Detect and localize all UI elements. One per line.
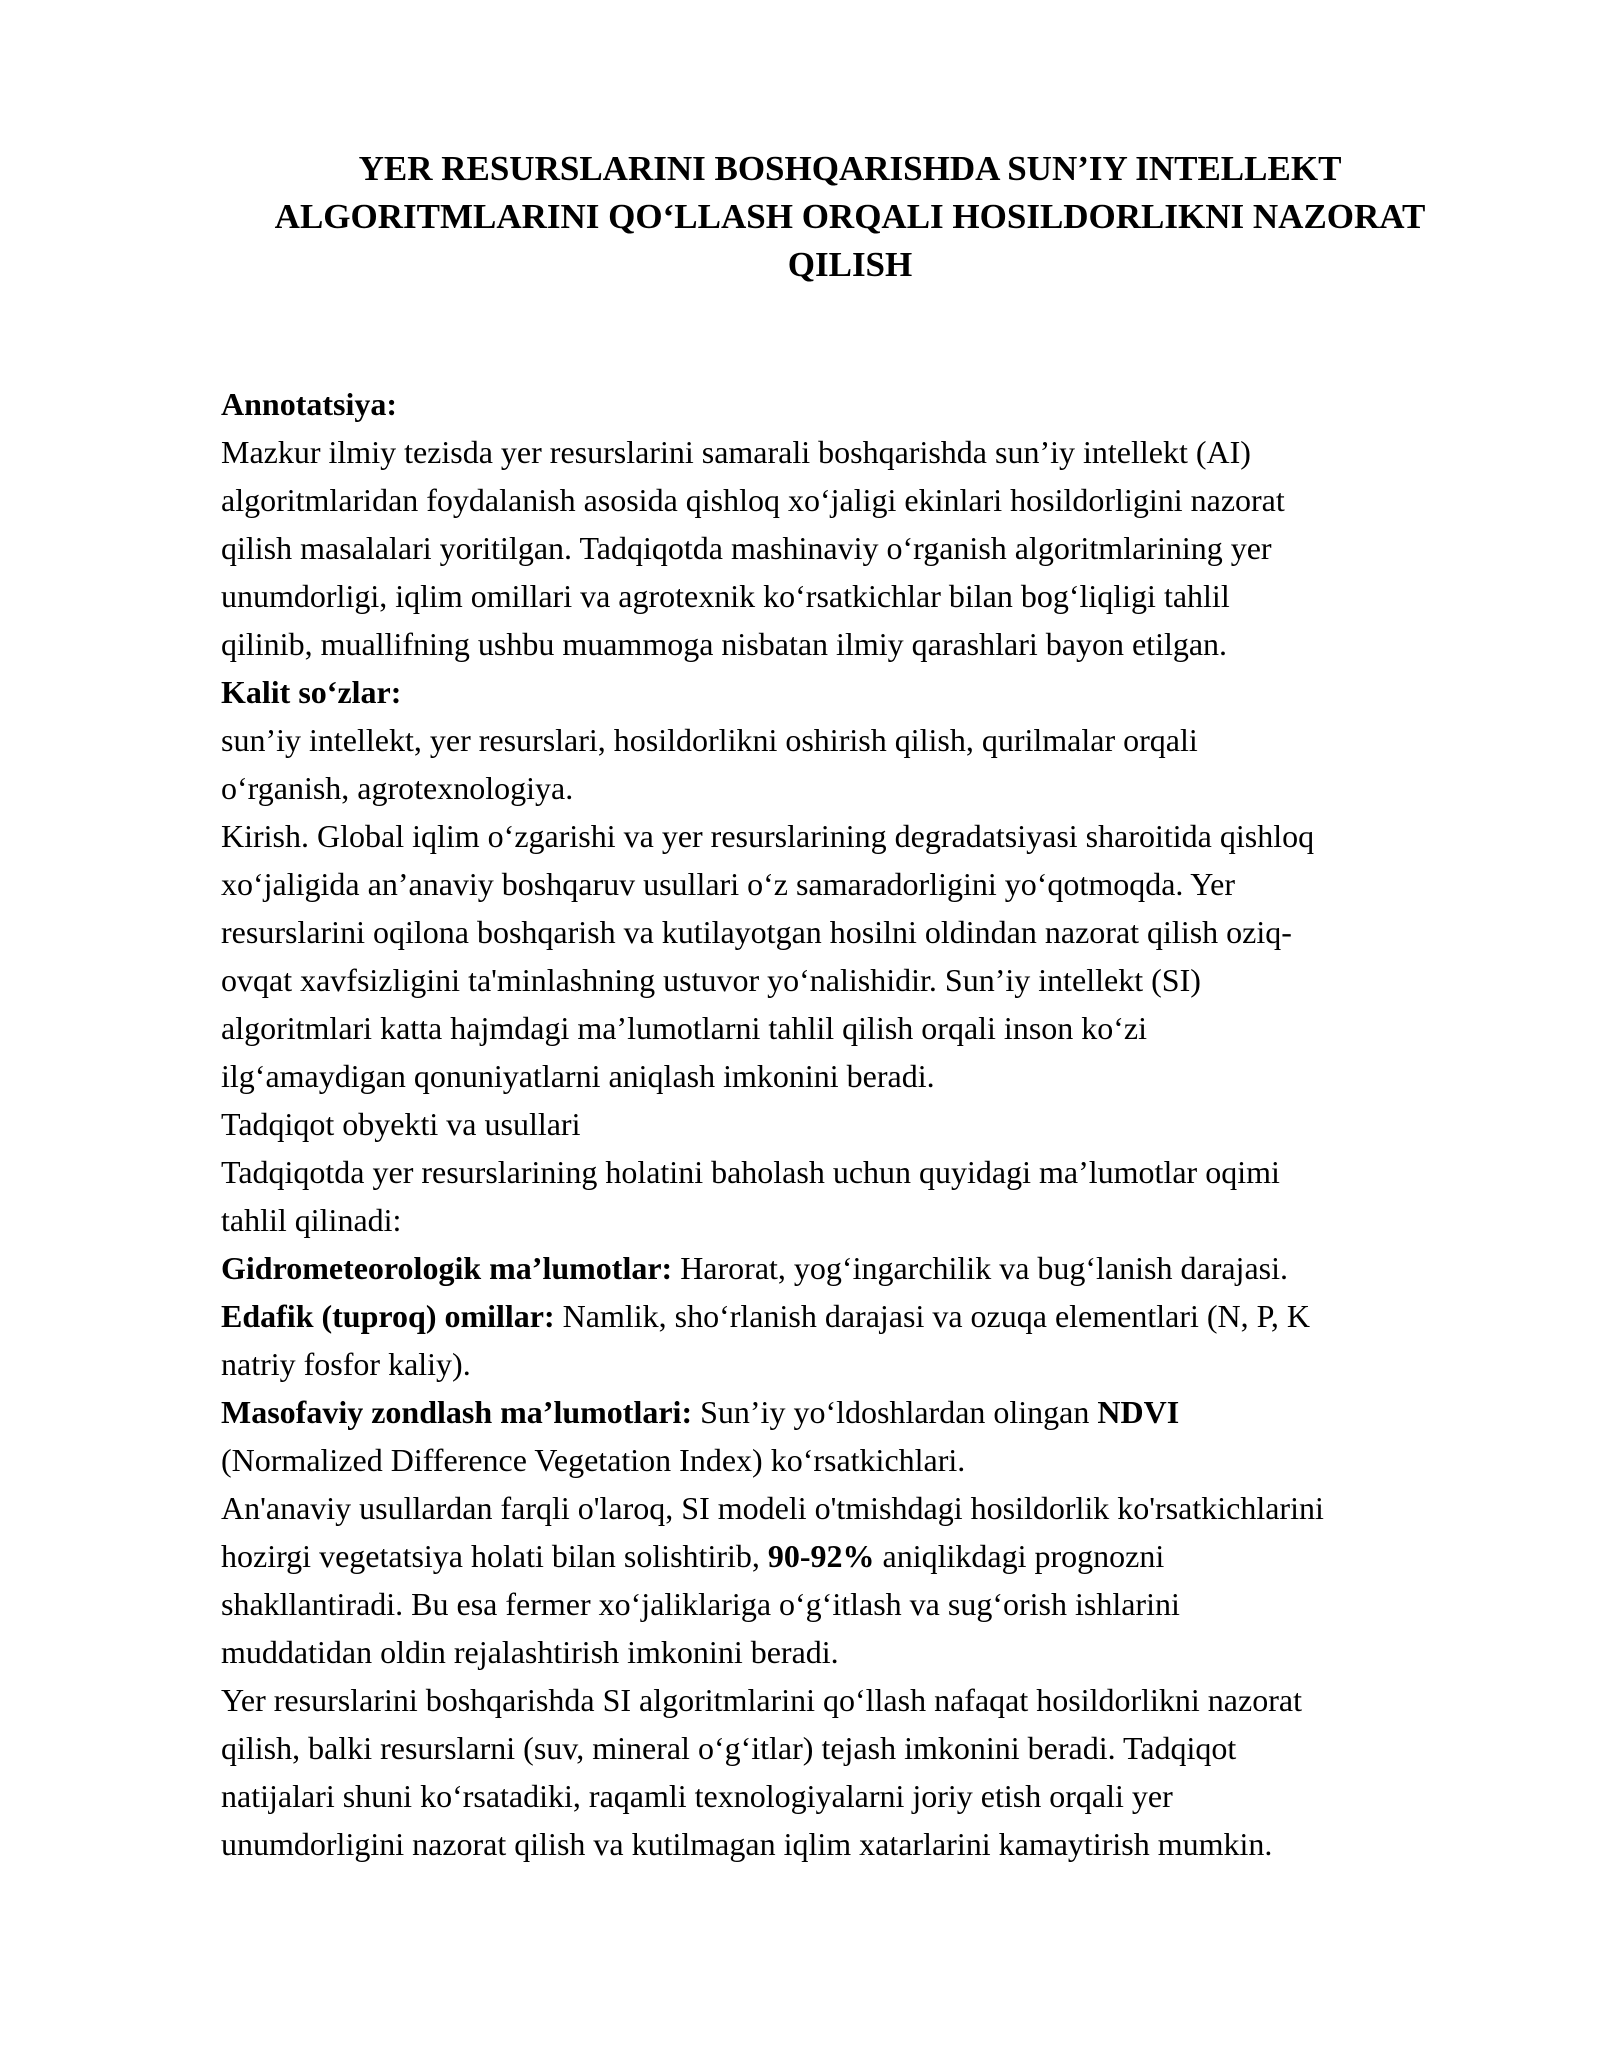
ndvi-term: NDVI (1097, 1394, 1180, 1430)
text-line: qilinib, muallifning ushbu muammoga nisbatan ilmiy qarashlari bayon etilgan. (221, 626, 1228, 662)
text-line: Kirish. Global iqlim o‘zgarishi va yer resurslarining degradatsiyasi sharoitida qishloq (221, 818, 1315, 854)
data-item-hydrometeorological (221, 1244, 1521, 1292)
data-item-label: Edafik (tuproq) omillar: (221, 1298, 555, 1334)
methods-paragraph (221, 1148, 1521, 1244)
text-line: algoritmlaridan foydalanish asosida qishloq xo‘jaligi ekinlari hosildorligini nazorat (221, 482, 1285, 518)
keywords-heading: Kalit so‘zlar: (221, 674, 402, 710)
text-line: shakllantiradi. Bu esa fermer xo‘jaliklariga o‘g‘itlash va sug‘orish ishlarini (221, 1586, 1180, 1622)
accuracy-value: 90-92% (767, 1538, 875, 1574)
annotation-paragraph (221, 428, 1521, 668)
title-line: YER RESURSLARINI BOSHQARISHDA SUN’IY INTELLEKT (358, 149, 1342, 188)
document-title (220, 145, 1480, 289)
text-line: An'anaviy usullardan farqli o'laroq, SI modeli o'tmishdagi hosildorlik ko'rsatkichlarini (221, 1490, 1324, 1526)
data-item-remote-sensing (221, 1388, 1521, 1436)
text-line: sun’iy intellekt, yer resurslari, hosildorlikni oshirish qilish, qurilmalar orqali (221, 722, 1198, 758)
data-item-edaphic (221, 1292, 1521, 1340)
text-line: ilg‘amaydigan qonuniyatlarni aniqlash imkonini beradi. (221, 1058, 935, 1094)
conclusion-paragraph (221, 1676, 1521, 1868)
text-line: algoritmlari katta hajmdagi ma’lumotlarni tahlil qilish orqali inson ko‘zi (221, 1010, 1148, 1046)
annotation-heading: Annotatsiya: (221, 386, 398, 422)
text-line: resurslarini oqilona boshqarish va kutilayotgan hosilni oldindan nazorat qilish oziq- (221, 914, 1292, 950)
methods-heading: Tadqiqot obyekti va usullari (221, 1106, 581, 1142)
text-line: ovqat xavfsizligini ta'minlashning ustuvor yo‘nalishidir. Sun’iy intellekt (SI) (221, 962, 1201, 998)
comparison-paragraph (221, 1484, 1521, 1676)
text-line: tahlil qilinadi: (221, 1202, 402, 1238)
text-line: unumdorligini nazorat qilish va kutilmagan iqlim xatarlarini kamaytirish mumkin. (221, 1826, 1273, 1862)
text-line: Tadqiqotda yer resurslarining holatini baholash uchun quyidagi ma’lumotlar oqimi (221, 1154, 1280, 1190)
text-line: unumdorligi, iqlim omillari va agrotexnik ko‘rsatkichlar bilan bog‘liqligi tahlil (221, 578, 1230, 614)
text-line (221, 1532, 1521, 1580)
text-line: Yer resurslarini boshqarishda SI algoritmlarini qo‘llash nafaqat hosildorlikni nazorat (221, 1682, 1302, 1718)
title-line: ALGORITMLARINI QO‘LLASH ORQALI HOSILDORLIKNI NAZORAT (274, 197, 1426, 236)
text-line: qilish masalalari yoritilgan. Tadqiqotda mashinaviy o‘rganish algoritmlarining yer (221, 530, 1272, 566)
introduction-paragraph (221, 812, 1521, 1100)
document-body (221, 380, 1521, 1868)
data-item-text: Namlik, sho‘rlanish darajasi va ozuqa elementlari (N, P, K (554, 1298, 1310, 1334)
text-line: (Normalized Difference Vegetation Index) ko‘rsatkichlari. (221, 1442, 966, 1478)
text-line: qilish, balki resurslarni (suv, mineral o‘g‘itlar) tejash imkonini beradi. Tadqiqot (221, 1730, 1237, 1766)
data-item-text: Sun’iy yo‘ldoshlardan olingan (692, 1394, 1098, 1430)
title-line: QILISH (787, 245, 913, 284)
text-line: o‘rganish, agrotexnologiya. (221, 770, 574, 806)
text-span: aniqlikdagi prognozni (874, 1538, 1165, 1574)
text-span: hozirgi vegetatsiya holati bilan solishtirib, (221, 1538, 768, 1574)
text-line: natriy fosfor kaliy). (221, 1346, 471, 1382)
data-item-label: Gidrometeorologik ma’lumotlar: (221, 1250, 673, 1286)
text-line: Mazkur ilmiy tezisda yer resurslarini samarali boshqarishda sun’iy intellekt (AI) (221, 434, 1251, 470)
text-line: natijalari shuni ko‘rsatadiki, raqamli texnologiyalarni joriy etish orqali yer (221, 1778, 1173, 1814)
text-line: xo‘jaligida an’anaviy boshqaruv usullari o‘z samaradorligini yo‘qotmoqda. Yer (221, 866, 1235, 902)
text-line: muddatidan oldin rejalashtirish imkonini beradi. (221, 1634, 839, 1670)
data-item-text: Harorat, yog‘ingarchilik va bug‘lanish darajasi. (672, 1250, 1288, 1286)
keywords-paragraph (221, 716, 1521, 812)
data-item-label: Masofaviy zondlash ma’lumotlari: (221, 1394, 693, 1430)
